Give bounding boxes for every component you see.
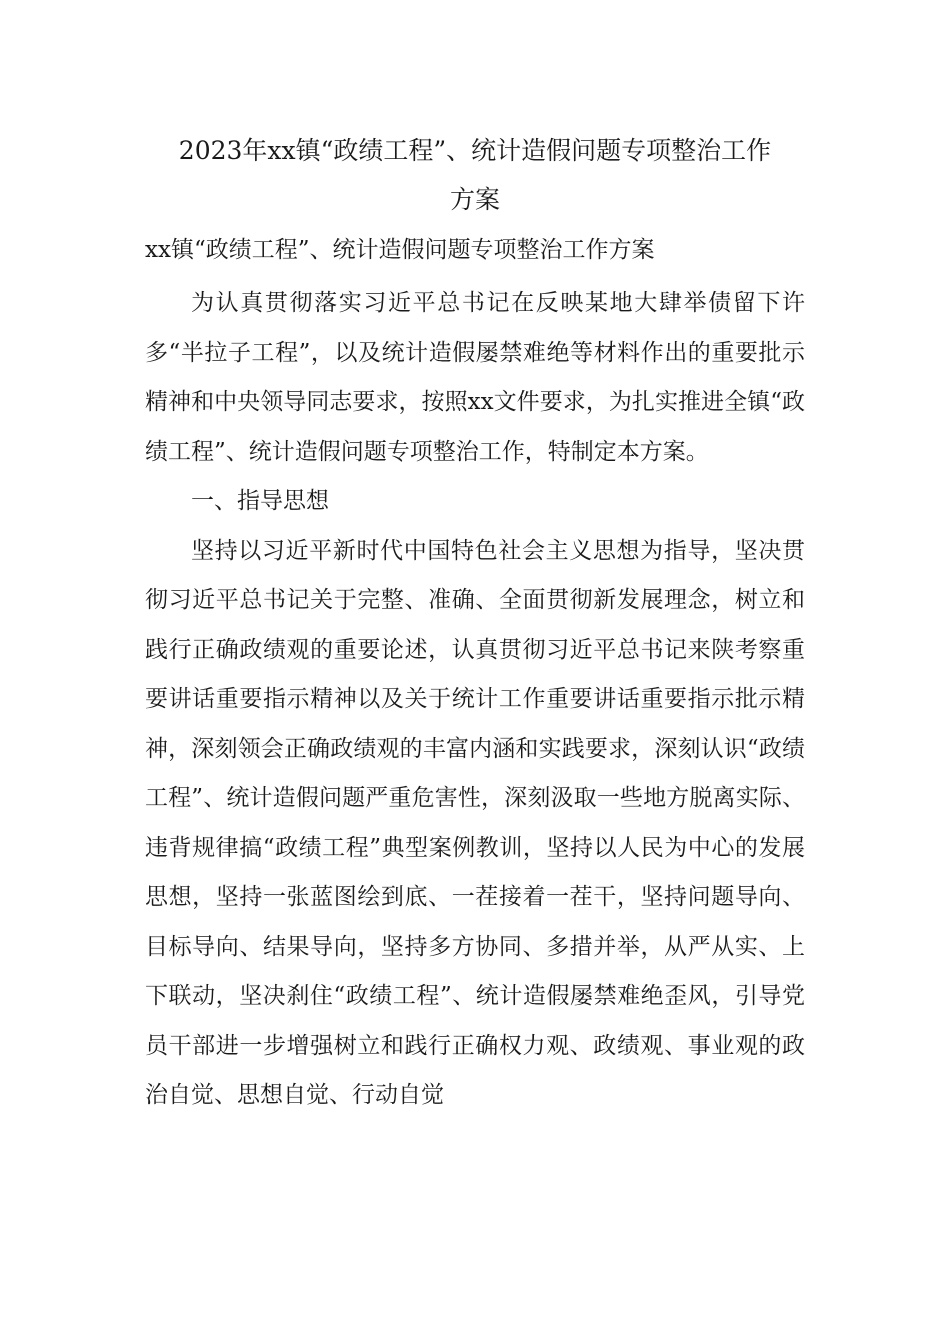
document-title-line-1: 2023年xx镇“政绩工程”、统计造假问题专项整治工作: [178, 136, 772, 165]
document-subtitle: xx镇“政绩工程”、统计造假问题专项整治工作方案: [145, 237, 655, 263]
section-heading-guiding-ideology: 一、指导思想: [191, 488, 329, 514]
document-title-line-2: 方案: [449, 185, 500, 214]
intro-paragraph: 为认真贯彻落实习近平总书记在反映某地大肆举债留下许多“半拉子工程”，以及统计造假屡禁难绝等材料作出的重要批示精神和中央领导同志要求，按照xx文件要求，为扎实推进全镇“政绩工程”、统计造假问题专项整治工作，特制定本方案。: [145, 290, 805, 465]
document-body: [145, 279, 805, 1121]
guiding-ideology-paragraph: 坚持以习近平新时代中国特色社会主义思想为指导，坚决贯彻习近平总书记关于完整、准确、全面贯彻新发展理念，树立和践行正确政绩观的重要论述，认真贯彻习近平总书记来陕考察重要讲话重要指示精神以及关于统计工作重要讲话重要指示批示精神，深刻领会正确政绩观的丰富内涵和实践要求，深刻认识“政绩工程”、统计造假问题严重危害性，深刻汲取一些地方脱离实际、违背规律搞“政绩工程”典型案例教训，坚持以人民为中心的发展思想，坚持一张蓝图绘到底、一茬接着一茬干，坚持问题导向、目标导向、结果导向，坚持多方协同、多措并举，从严从实、上下联动，坚决刹住“政绩工程”、统计造假屡禁难绝歪风，引导党员干部进一步增强树立和践行正确权力观、政绩观、事业观的政治自觉、思想自觉、行动自觉: [145, 537, 805, 1108]
